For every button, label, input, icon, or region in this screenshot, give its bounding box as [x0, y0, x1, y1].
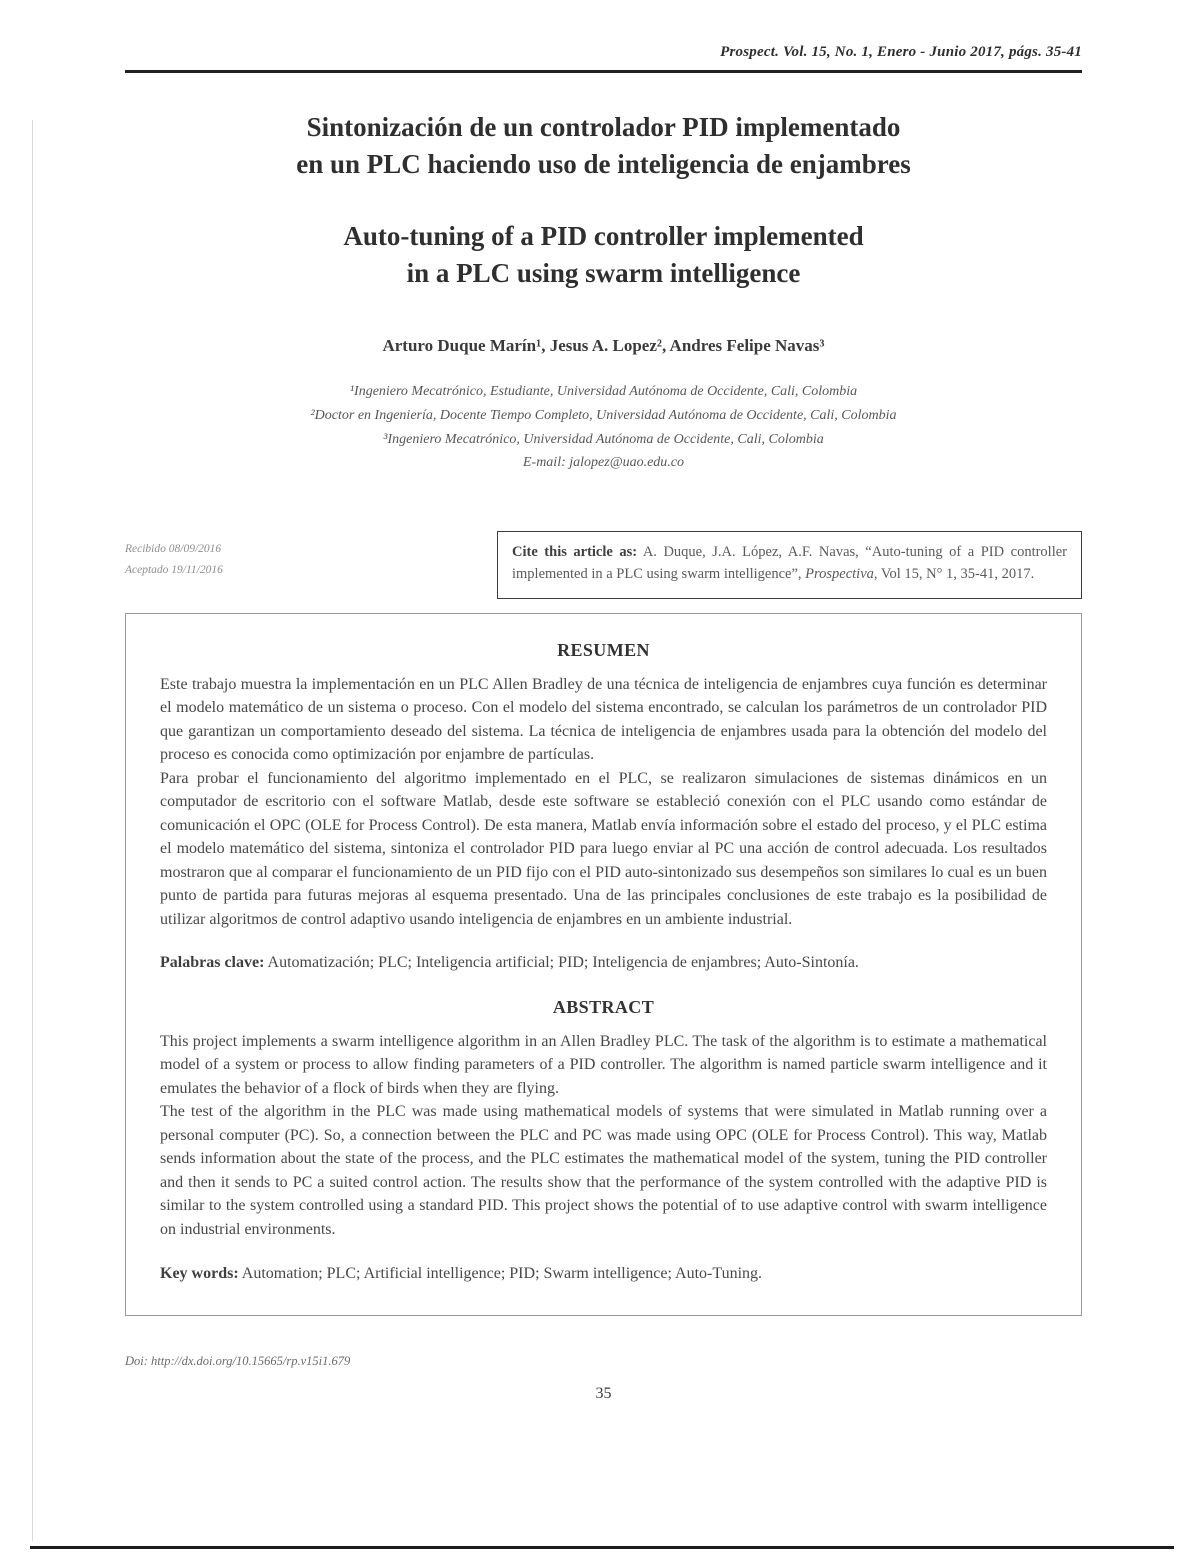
journal-header: Prospect. Vol. 15, No. 1, Enero - Junio 2017, págs. 35-41	[720, 44, 1082, 60]
affiliation-3: ³Ingeniero Mecatrónico, Universidad Autónoma de Occidente, Cali, Colombia	[383, 431, 824, 447]
key-words-label: Key words:	[160, 1264, 239, 1282]
email-line: E-mail: jalopez@uao.edu.co	[522, 455, 684, 471]
cite-text-1: A. Duque, J.A. López, A.F. Navas, “Auto-tuning of a PID controller implemented in a PLC using swarm intelligence”,	[512, 544, 1067, 582]
received-accepted-block	[125, 531, 497, 580]
palabras-clave-label: Palabras clave:	[160, 954, 265, 972]
accepted-date: Aceptado 19/11/2016	[125, 563, 223, 576]
received-date: Recibido 08/09/2016	[125, 543, 222, 556]
affiliations-block	[125, 380, 1082, 475]
cite-text-2: , Vol 15, N° 1, 35-41, 2017.	[873, 565, 1035, 582]
affiliation-1: ¹Ingeniero Mecatrónico, Estudiante, Universidad Autónoma de Occidente, Cali, Colombia	[349, 384, 858, 399]
title-english-line2: in a PLC using swarm intelligence	[406, 257, 801, 288]
title-english-line1: Auto-tuning of a PID controller implemented	[343, 220, 864, 251]
authors-line: Arturo Duque Marín¹, Jesus A. Lopez², Andres Felipe Navas³	[382, 336, 825, 355]
footer-rule	[30, 1546, 1174, 1549]
abstract-paragraph-2: The test of the algorithm in the PLC was made using mathematical models of systems that were simulated in Matlab running over a personal computer (PC). So, a connection between the PLC and PC was made using OPC (OLE for Process Control). This way, Matlab sends information about the state of the process, and the PLC estimates the mathematical model of the system, tuning the PID controller and then it sends to PC a suited control action. The results show that the performance of the system controlled with the adaptive PID is similar to the system controlled using a standard PID. This project shows the potential of to use adaptive control with swarm intelligence on industrial environments.	[160, 1103, 1047, 1238]
cite-label: Cite this article as:	[512, 544, 638, 561]
title-spanish-line1: Sintonización de un controlador PID implementado	[306, 112, 901, 142]
page-number: 35	[595, 1385, 612, 1403]
palabras-clave	[160, 951, 1047, 975]
abstract-heading: ABSTRACT	[552, 996, 655, 1017]
abstract-paragraph-1: This project implements a swarm intelligence algorithm in an Allen Bradley PLC. The task of the algorithm is to estimate a mathematical model of a system or process to allow finding parameters of a PID controller. The algorithm is named particle swarm intelligence and it emulates the behavior of a flock of birds when they are flying.	[160, 1032, 1047, 1097]
resumen-paragraph-2: Para probar el funcionamiento del algoritmo implementado en el PLC, se realizaron simulaciones de sistemas dinámicos en un computador de escritorio con el software Matlab, desde este software se estableció conexión con el PLC usando como estándar de comunicación el OPC (OLE for Process Control). De esta manera, Matlab envía información sobre el estado del proceso, y el PLC estima el modelo matemático del sistema, sintoniza el controlador PID para luego enviar al PC una acción de control adecuada. Los resultados mostraron que al comparar el funcionamiento de un PID fijo con el PID auto-sintonizado sus desempeños son similares lo cual es un buen punto de partida para futuras mejoras al esquema presentado. Una de las principales conclusiones de este trabajo es la posibilidad de utilizar algoritmos de control adaptivo usando inteligencia de enjambres en un ambiente industrial.	[160, 769, 1047, 928]
title-english	[125, 218, 1082, 293]
cite-section	[125, 531, 1082, 599]
cite-box	[497, 531, 1082, 599]
affiliation-2: ²Doctor en Ingeniería, Docente Tiempo Completo, Universidad Autónoma de Occidente, Cali, Colombia	[310, 407, 897, 423]
resumen-heading: RESUMEN	[557, 639, 650, 660]
header-rule	[125, 70, 1082, 73]
title-spanish	[125, 109, 1082, 184]
abstract-resumen-box	[125, 613, 1082, 1316]
title-spanish-line2: en un PLC haciendo uso de inteligencia de enjambres	[296, 149, 911, 180]
palabras-clave-text: Automatización; PLC; Inteligencia artificial; PID; Inteligencia de enjambres; Auto-Sintonía.	[264, 954, 859, 972]
cite-journal-name: Prospectiva	[805, 565, 874, 582]
key-words-text: Automation; PLC; Artificial intelligence; PID; Swarm intelligence; Auto-Tuning.	[238, 1264, 763, 1282]
scan-edge-line	[32, 120, 33, 1541]
key-words	[160, 1262, 1047, 1286]
doi-line: Doi: http://dx.doi.org/10.15665/rp.v15i1.679	[125, 1354, 351, 1369]
resumen-paragraph-1: Este trabajo muestra la implementación en un PLC Allen Bradley de una técnica de inteligencia de enjambres cuya función es determinar el modelo matemático de un sistema o proceso. Con el modelo del sistema encontrado, se calculan los parámetros de un controlador PID que garantizan un comportamiento deseado del sistema. La técnica de inteligencia de enjambres usada para la obtención del modelo del proceso es conocida como optimización por enjambre de partículas.	[160, 675, 1047, 764]
page-content	[125, 0, 1082, 1403]
